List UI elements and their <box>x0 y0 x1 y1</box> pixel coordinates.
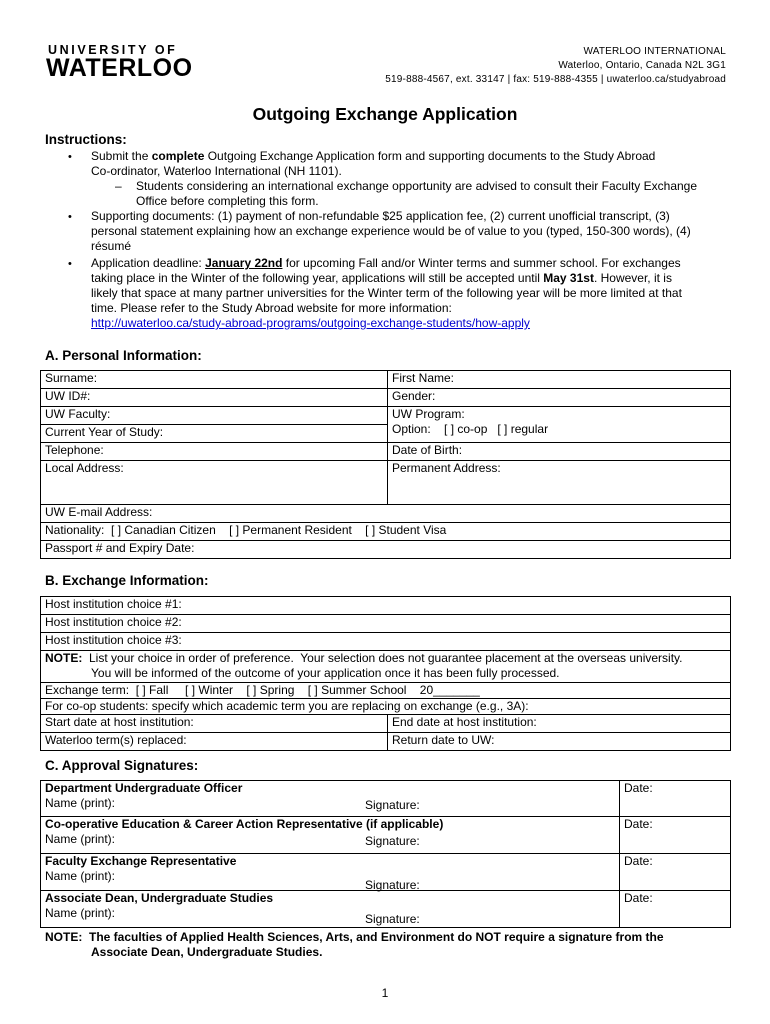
sub-instruction-line2: Office before completing this form. <box>136 194 319 208</box>
page-title: Outgoing Exchange Application <box>252 104 518 124</box>
exchange-info-table <box>40 596 731 751</box>
dash-icon: – <box>115 179 122 193</box>
instruction-1: Submit the complete Outgoing Exchange Application form and supporting documents to the Study Abroad <box>91 149 656 163</box>
email-field[interactable]: UW E-mail Address: <box>41 505 731 523</box>
approval-note-line1: NOTE: The faculties of Applied Health Sciences, Arts, and Environment do NOT require a signature from the <box>45 930 664 944</box>
host-choice-1-field[interactable]: Host institution choice #1: <box>41 597 731 615</box>
approval-table <box>40 780 731 928</box>
surname-field[interactable]: Surname: <box>41 371 388 389</box>
telephone-field[interactable]: Telephone: <box>41 443 388 461</box>
approval-heading: C. Approval Signatures: <box>45 758 199 773</box>
bullet-icon: • <box>68 211 72 223</box>
exchange-term-field[interactable]: Exchange term: [ ] Fall [ ] Winter [ ] Spring [ ] Summer School 20_______ <box>41 683 731 699</box>
date-field[interactable]: Date: <box>620 854 731 891</box>
exchange-note: NOTE: List your choice in order of preference. Your selection does not guarantee placement at the overseas university. You will be informed of the outcome of your application once it has been fully processed. <box>41 651 731 683</box>
instruction-3-line4: time. Please refer to the Study Abroad website for more information: <box>91 301 452 315</box>
instruction-3-line3: likely that space at many partner universities for the Winter term of the following year will be more limited at that <box>91 286 682 300</box>
host-choice-2-field[interactable]: Host institution choice #2: <box>41 615 731 633</box>
page-number: 1 <box>381 986 389 1000</box>
logo-university-of: UNIVERSITY OF <box>48 43 178 57</box>
program-field[interactable]: UW Program: Option: [ ] co-op [ ] regular <box>388 407 731 443</box>
passport-field[interactable]: Passport # and Expiry Date: <box>41 541 731 559</box>
bullet-icon: • <box>68 258 72 270</box>
personal-info-table <box>40 370 731 559</box>
date-field[interactable]: Date: <box>620 891 731 928</box>
instructions-heading: Instructions: <box>45 132 127 147</box>
date-field[interactable]: Date: <box>620 781 731 817</box>
gender-field[interactable]: Gender: <box>388 389 731 407</box>
dob-field[interactable]: Date of Birth: <box>388 443 731 461</box>
local-address-field[interactable]: Local Address: <box>41 461 388 505</box>
permanent-address-field[interactable]: Permanent Address: <box>388 461 731 505</box>
start-date-field[interactable]: Start date at host institution: <box>41 715 388 733</box>
instruction-2-line3: résumé <box>91 239 132 253</box>
personal-info-heading: A. Personal Information: <box>45 348 202 363</box>
date-field[interactable]: Date: <box>620 817 731 854</box>
approval-row[interactable]: Associate Dean, Undergraduate Studies Name (print): Signature: <box>41 891 620 928</box>
year-of-study-field[interactable]: Current Year of Study: <box>41 425 388 443</box>
nationality-field[interactable]: Nationality: [ ] Canadian Citizen [ ] Permanent Resident [ ] Student Visa <box>41 523 731 541</box>
instruction-3-line1: Application deadline: January 22nd for upcoming Fall and/or Winter terms and summer school. For exchanges <box>91 256 681 270</box>
instruction-2-line1: Supporting documents: (1) payment of non-refundable $25 application fee, (2) current unofficial transcript, (3) <box>91 209 670 223</box>
org-name: WATERLOO INTERNATIONAL <box>583 46 726 57</box>
sub-instruction-line1: Students considering an international exchange opportunity are advised to consult their Faculty Exchange <box>136 179 698 193</box>
approval-note-line2: Associate Dean, Undergraduate Studies. <box>91 945 323 959</box>
return-date-field[interactable]: Return date to UW: <box>388 733 731 751</box>
first-name-field[interactable]: First Name: <box>388 371 731 389</box>
coop-term-field[interactable]: For co-op students: specify which academic term you are replacing on exchange (e.g., 3A): <box>41 699 731 715</box>
end-date-field[interactable]: End date at host institution: <box>388 715 731 733</box>
bullet-icon: • <box>68 151 72 163</box>
faculty-field[interactable]: UW Faculty: <box>41 407 388 425</box>
org-address: Waterloo, Ontario, Canada N2L 3G1 <box>558 60 726 71</box>
instruction-2-line2: personal statement explaining how an exchange experience would be of value to you (typed, 150-300 words), (4) <box>91 224 691 238</box>
study-abroad-link[interactable]: http://uwaterloo.ca/study-abroad-programs/outgoing-exchange-students/how-apply <box>91 316 530 330</box>
host-choice-3-field[interactable]: Host institution choice #3: <box>41 633 731 651</box>
instruction-3-line2: taking place in the Winter of the following year, applications will still be accepted until May 31st. However, it is <box>91 271 672 285</box>
option-checkboxes[interactable]: Option: [ ] co-op [ ] regular <box>392 422 549 436</box>
instruction-1-line2: Co-ordinator, Waterloo International (NH 1101). <box>91 164 342 178</box>
uw-id-field[interactable]: UW ID#: <box>41 389 388 407</box>
terms-replaced-field[interactable]: Waterloo term(s) replaced: <box>41 733 388 751</box>
org-contact: 519-888-4567, ext. 33147 | fax: 519-888-4355 | uwaterloo.ca/studyabroad <box>385 74 726 85</box>
approval-row[interactable]: Faculty Exchange Representative Name (print): Signature: <box>41 854 620 891</box>
exchange-info-heading: B. Exchange Information: <box>45 573 209 588</box>
approval-row[interactable]: Co-operative Education & Career Action Representative (if applicable) Name (print): Signature: <box>41 817 620 854</box>
logo-waterloo: WATERLOO <box>46 54 193 82</box>
approval-row[interactable]: Department Undergraduate Officer Name (print): Signature: <box>41 781 620 817</box>
